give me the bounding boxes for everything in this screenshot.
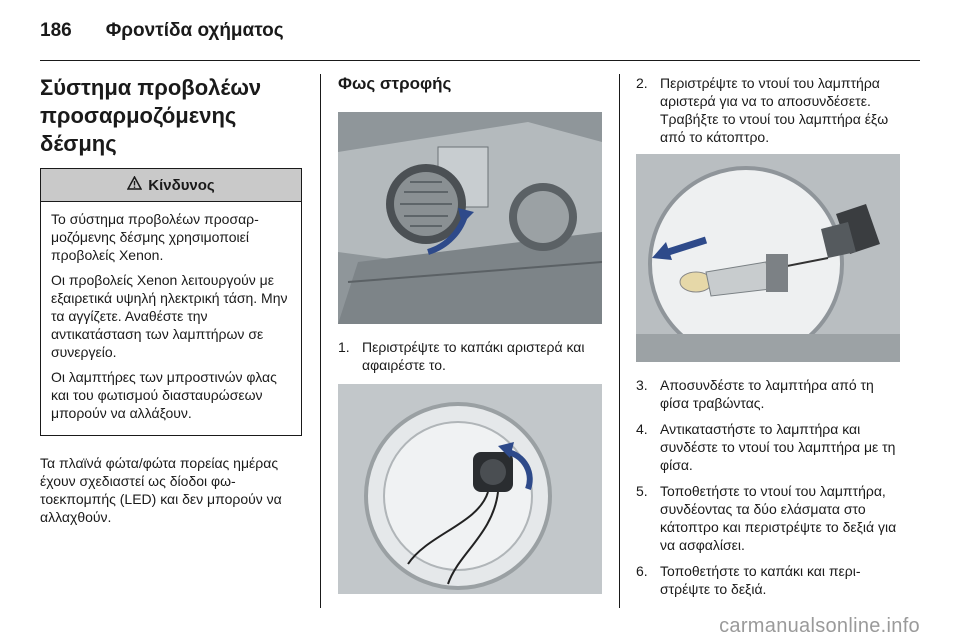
step-text: Περιστρέψτε το καπάκι αριστερά και αφαιρέστε το. (362, 339, 585, 373)
steps-list-1 (338, 338, 602, 374)
chapter-title: Φροντίδα οχήματος (105, 20, 284, 41)
danger-body (41, 202, 301, 435)
watermark: carmanualsonline.info (719, 615, 920, 637)
step-item (636, 74, 900, 146)
step-text: Περιστρέψτε το ντουί του λαμπτήρα αριστερά για να το αποσυνδέσετε. Τραβήξτε το ντουί του λαμπτήρα έξω από το κάτοπτρο. (660, 75, 889, 145)
step-item (338, 338, 602, 374)
step-item (636, 420, 900, 474)
danger-paragraph: Το σύστημα προβολέων προσαρμοζόμενης δέσμης χρησιμοποιεί προβολείς Xenon. (51, 211, 259, 263)
led-note: Τα πλαϊνά φώτα/φώτα πορείας ημέρας έχουν σχεδιαστεί ως δίοδοι φωτοεκπομπής (LED) και δεν μπορούν να αλλαχθούν. (40, 455, 282, 525)
danger-label: Κίνδυνος (148, 176, 215, 194)
column-left (40, 74, 302, 526)
bulb-removal-photo (636, 154, 900, 362)
step-text: Τοποθετήστε το καπάκι και περιστρέψτε το δεξιά. (660, 563, 861, 597)
column-right (636, 74, 900, 606)
headlamp-cover-photo (338, 112, 602, 324)
steps-list-3 (636, 376, 900, 598)
column-divider (320, 74, 321, 608)
column-divider (619, 74, 620, 608)
subsection-title: Φως στροφής (338, 74, 452, 93)
column-middle (338, 74, 602, 594)
page-header (40, 14, 284, 48)
step-text: Αντικαταστήστε το λαμπτήρα και συνδέστε το ντουί του λαμπτήρα με τη φίσα. (660, 421, 896, 473)
step-text: Αποσυνδέστε το λαμπτήρα από τη φίσα τραβώντας. (660, 377, 874, 411)
danger-paragraph: Οι προβολείς Xenon λειτουργούν με εξαιρετικά υψηλή ηλεκτρική τάση. Μην τα αγγίζετε. Αναθέστε την αντικατάσταση των λαμπτήρων σε συνεργείο. (51, 272, 288, 360)
step-number: 4. (636, 421, 648, 437)
danger-paragraph: Οι λαμπτήρες των μπροστινών φλας και του φωτισμού διασταυρώσεων μπορούν να αλλάξουν. (51, 369, 277, 421)
step-number: 1. (338, 339, 350, 355)
warning-triangle-icon (127, 176, 142, 194)
header-rule (40, 60, 920, 61)
lamp-socket-photo (338, 384, 602, 594)
step-number: 5. (636, 483, 648, 499)
section-title-line-2: προσαρμοζόμενης δέσμης (40, 103, 237, 156)
step-item (636, 562, 900, 598)
step-item (636, 376, 900, 412)
step-number: 6. (636, 563, 648, 579)
page-number: 186 (40, 20, 72, 41)
step-number: 3. (636, 377, 648, 393)
section-title-line-1: Σύστημα προβολέων (40, 75, 262, 100)
steps-list-2 (636, 74, 900, 146)
step-item (636, 482, 900, 554)
section-title (40, 74, 302, 158)
danger-box (40, 168, 302, 436)
danger-header (41, 169, 301, 202)
step-text: Τοποθετήστε το ντουί του λαμπτήρα, συνδέοντας τα δύο ελάσματα στο κάτοπτρο και περιστρέψτε το δεξιά για να ασφαλίσει. (660, 483, 897, 553)
step-number: 2. (636, 75, 648, 91)
